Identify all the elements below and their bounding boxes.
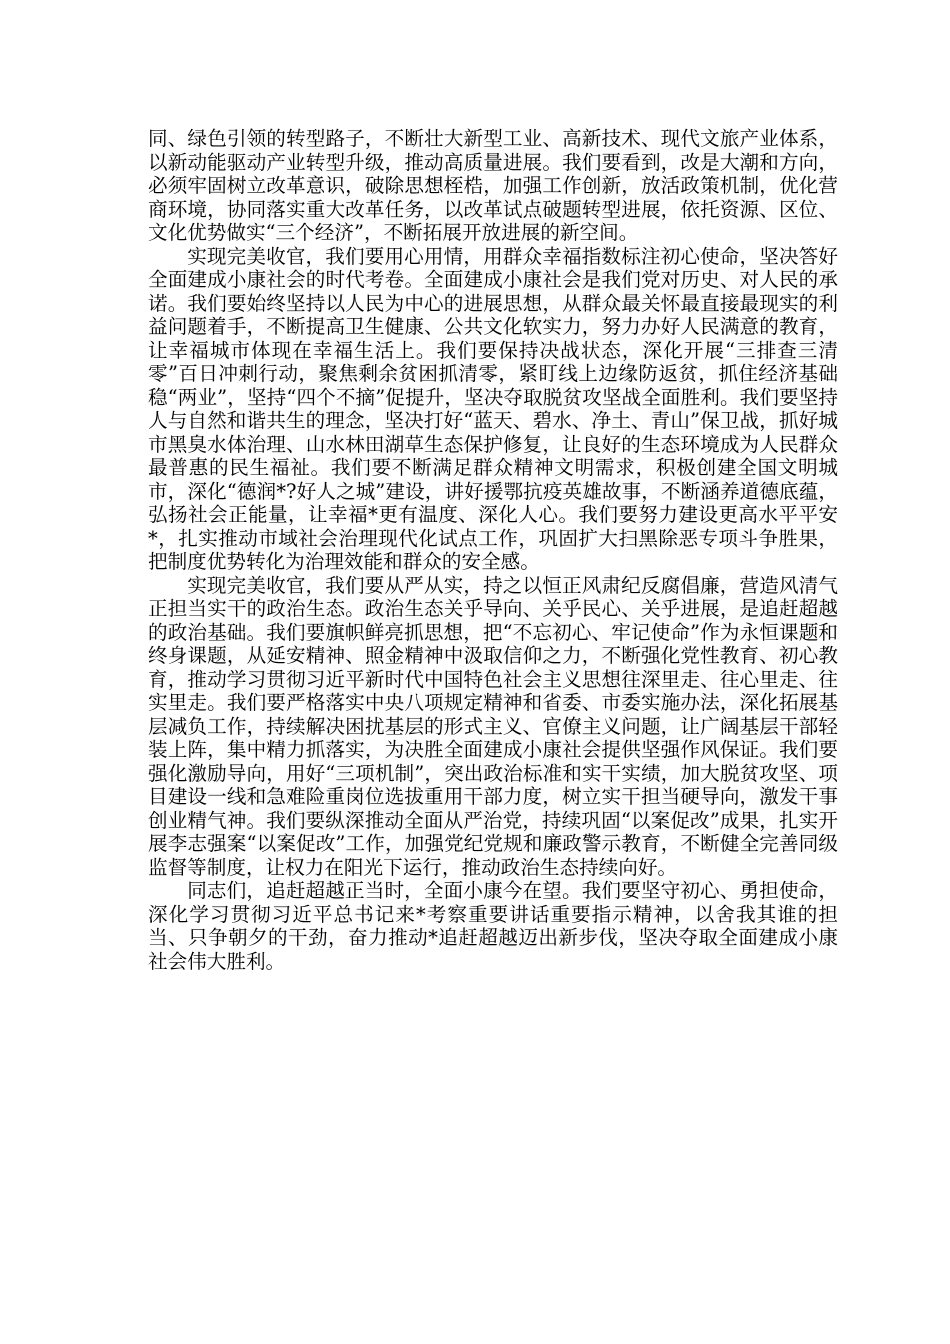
document-body xyxy=(148,127,838,973)
paragraph-closing: 同志们，追赶超越正当时，全面小康今在望。我们要坚守初心、勇担使命，深化学习贯彻习近平总书记来*考察重要讲话重要指示精神，以舍我其谁的担当、只争朝夕的干劲，奋力推动*追赶超越迈出新步伐，坚决夺取全面建成小康社会伟大胜利。 xyxy=(148,879,838,973)
paragraph-continuation: 同、绿色引领的转型路子，不断壮大新型工业、高新技术、现代文旅产业体系，以新动能驱动产业转型升级，推动高质量进展。我们要看到，改是大潮和方向，必须牢固树立改革意识，破除思想桎梏，加强工作创新，放活政策机制，优化营商环境，协同落实重大改革任务，以改革试点破题转型进展，依托资源、区位、文化优势做实“三个经济”，不断拓展开放进展的新空间。 xyxy=(148,127,838,244)
paragraph-political-ecology: 实现完美收官，我们要从严从实，持之以恒正风肃纪反腐倡廉，营造风清气正担当实干的政治生态。政治生态关乎导向、关乎民心、关乎进展，是追赶超越的政治基础。我们要旗帜鲜亮抓思想，把“不忘初心、牢记使命”作为永恒课题和终身课题，从延安精神、照金精神中汲取信仰之力，不断强化党性教育、初心教育，推动学习贯彻习近平新时代中国特色社会主义思想往深里走、往心里走、往实里走。我们要严格落实中央八项规定精神和省委、市委实施办法，深化拓展基层减负工作，持续解决困扰基层的形式主义、官僚主义问题，让广阔基层干部轻装上阵，集中精力抓落实，为决胜全面建成小康社会提供坚强作风保证。我们要强化激励导向，用好“三项机制”，突出政治标准和实干实绩，加大脱贫攻坚、项目建设一线和急难险重岗位选拔重用干部力度，树立实干担当硬导向，激发干事创业精气神。我们要纵深推动全面从严治党，持续巩固“以案促改”成果，扎实开展李志强案“以案促改”工作，加强党纪党规和廉政警示教育，不断健全完善同级监督等制度，让权力在阳光下运行，推动政治生态持续向好。 xyxy=(148,573,838,879)
paragraph-livelihood: 实现完美收官，我们要用心用情，用群众幸福指数标注初心使命，坚决答好全面建成小康社会的时代考卷。全面建成小康社会是我们党对历史、对人民的承诺。我们要始终坚持以人民为中心的进展思想，从群众最关怀最直接最现实的利益问题着手，不断提高卫生健康、公共文化软实力，努力办好人民满意的教育，让幸福城市体现在幸福生活上。我们要保持决战状态，深化开展“三排查三清零”百日冲刺行动，聚焦剩余贫困抓清零，紧盯线上边缘防返贫，抓住经济基础稳“两业”，坚持“四个不摘”促提升，坚决夺取脱贫攻坚战全面胜利。我们要坚持人与自然和谐共生的理念，坚决打好“蓝天、碧水、净土、青山”保卫战，抓好城市黑臭水体治理、山水林田湖草生态保护修复，让良好的生态环境成为人民群众最普惠的民生福祉。我们要不断满足群众精神文明需求，积极创建全国文明城市，深化“德润*?好人之城”建设，讲好援鄂抗疫英雄故事，不断涵养道德底蕴，弘扬社会正能量，让幸福*更有温度、深化人心。我们要努力建设更高水平平安*，扎实推动市域社会治理现代化试点工作，巩固扩大扫黑除恶专项斗争胜果，把制度优势转化为治理效能和群众的安全感。 xyxy=(148,244,838,573)
